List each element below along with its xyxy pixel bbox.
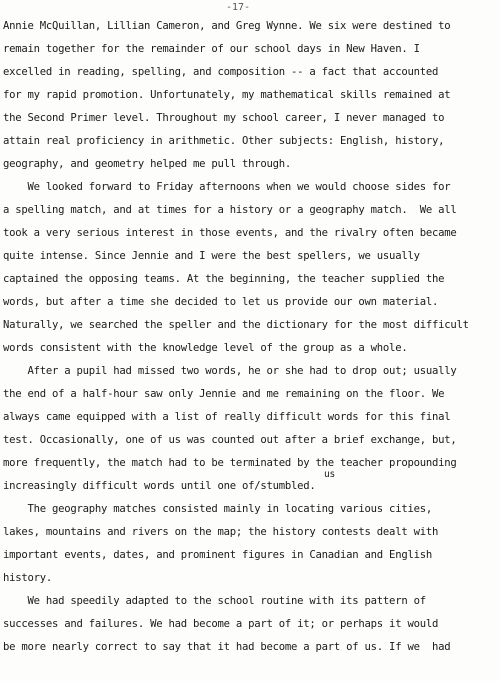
text-line: took a very serious interest in those events, and the rivalry often became bbox=[3, 227, 457, 239]
text-line: the Second Primer level. Throughout my school career, I never managed to bbox=[3, 112, 445, 124]
text-line: We looked forward to Friday afternoons when we would choose sides for bbox=[3, 181, 451, 193]
text-line: Naturally, we searched the speller and the dictionary for the most difficult bbox=[3, 319, 469, 331]
text-line: more frequently, the match had to be terminated by the teacher propounding bbox=[3, 457, 457, 469]
text-line: Annie McQuillan, Lillian Cameron, and Greg Wynne. We six were destined to bbox=[3, 20, 451, 32]
text-line: the end of a half-hour saw only Jennie and me remaining on the floor. We bbox=[3, 388, 445, 400]
text-line: increasingly difficult words until one of/stumbled. bbox=[3, 480, 316, 492]
text-line: for my rapid promotion. Unfortunately, my mathematical skills remained at bbox=[3, 89, 451, 101]
text-line: remain together for the remainder of our school days in New Haven. I bbox=[3, 43, 420, 55]
text-line: always came equipped with a list of really difficult words for this final bbox=[3, 411, 451, 423]
text-line: quite intense. Since Jennie and I were the best spellers, we usually bbox=[3, 250, 420, 262]
text-line: words, but after a time she decided to let us provide our own material. bbox=[3, 296, 439, 308]
text-line: important events, dates, and prominent figures in Canadian and English bbox=[3, 549, 432, 561]
text-line: lakes, mountains and rivers on the map; the history contests dealt with bbox=[3, 526, 439, 538]
text-line: excelled in reading, spelling, and composition -- a fact that accounted bbox=[3, 66, 439, 78]
text-line: We had speedily adapted to the school routine with its pattern of bbox=[3, 595, 426, 607]
text-line: After a pupil had missed two words, he or she had to drop out; usually bbox=[3, 365, 457, 377]
text-line: attain real proficiency in arithmetic. Other subjects: English, history, bbox=[3, 135, 445, 147]
text-line: The geography matches consisted mainly in locating various cities, bbox=[3, 503, 432, 515]
text-line: be more nearly correct to say that it had become a part of us. If we had bbox=[3, 641, 451, 653]
text-line: history. bbox=[3, 572, 53, 584]
handwritten-insertion: us bbox=[324, 469, 335, 480]
text-line: test. Occasionally, one of us was counted out after a brief exchange, but, bbox=[3, 434, 457, 446]
page-number: -17- bbox=[226, 2, 251, 13]
text-line: words consistent with the knowledge level of the group as a whole. bbox=[3, 342, 408, 354]
text-line: successes and failures. We had become a part of it; or perhaps it would bbox=[3, 618, 439, 630]
text-line: a spelling match, and at times for a history or a geography match. We all bbox=[3, 204, 457, 216]
text-line: captained the opposing teams. At the beginning, the teacher supplied the bbox=[3, 273, 445, 285]
text-line: geography, and geometry helped me pull through. bbox=[3, 158, 292, 170]
